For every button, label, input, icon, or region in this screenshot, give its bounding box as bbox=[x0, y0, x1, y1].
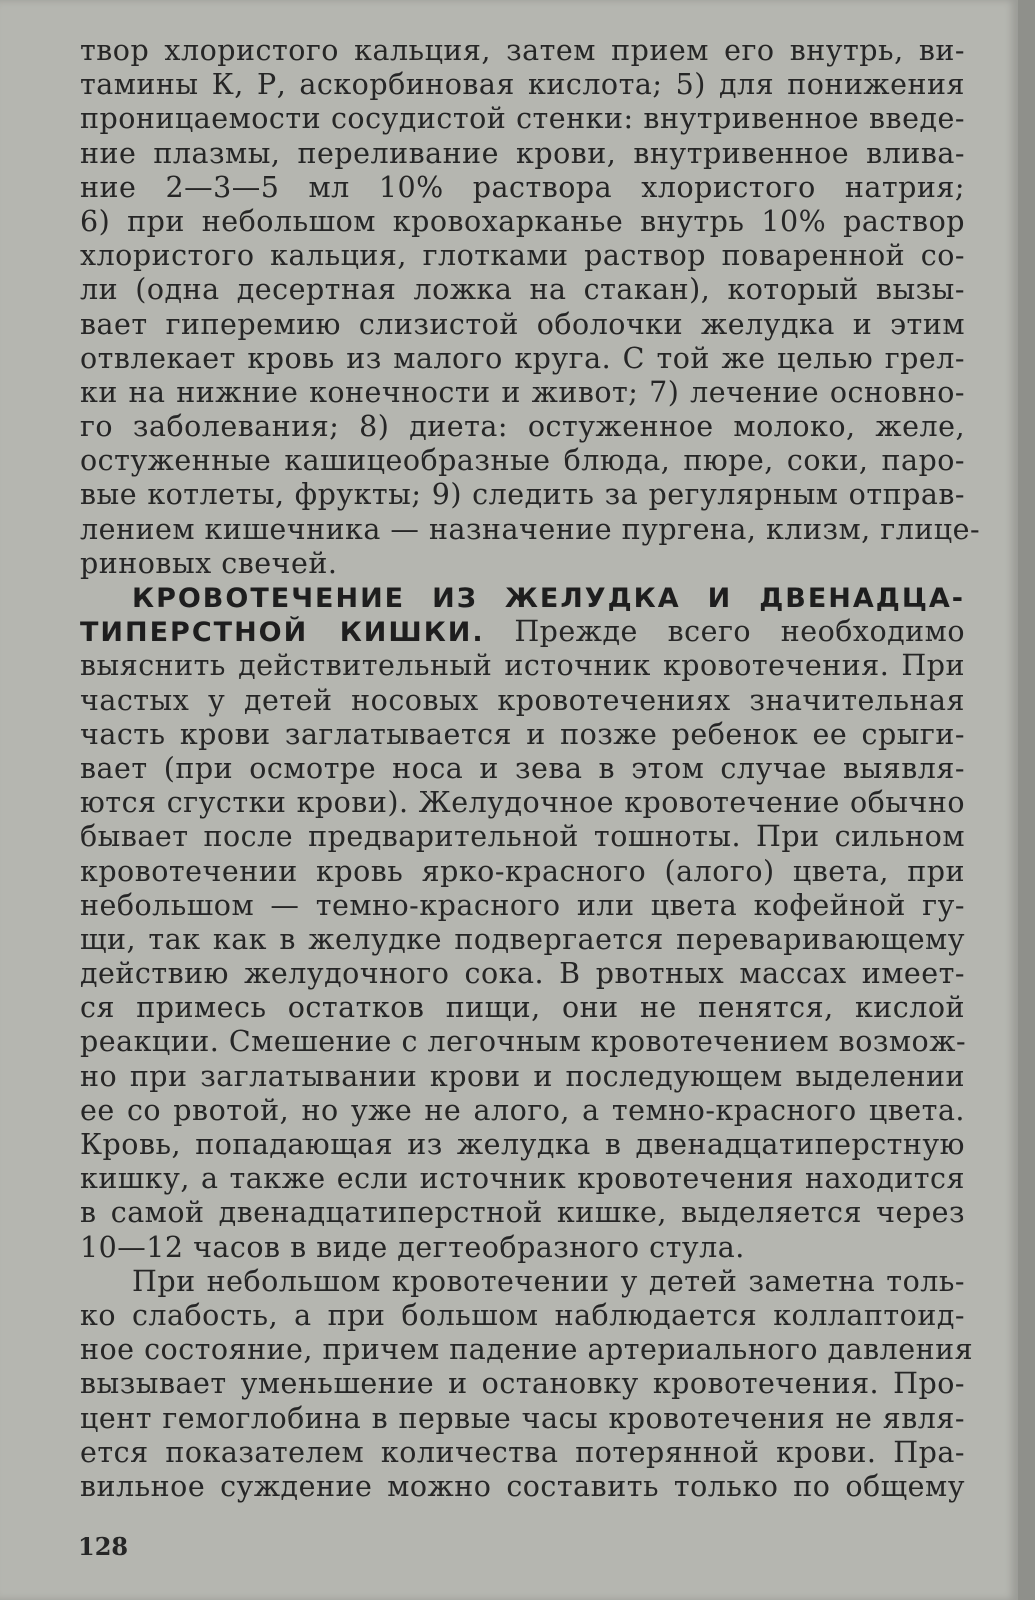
text-line: кровотечении кровь ярко-красного (алого) цвета, при bbox=[80, 854, 965, 888]
text-line: хлористого кальция, глотками раствор поваренной со- bbox=[80, 239, 965, 273]
text-line: лением кишечника — назначение пургена, клизм, глице- bbox=[80, 512, 981, 546]
paragraph-2 bbox=[80, 581, 965, 1265]
text-line: риновых свечей. bbox=[80, 546, 338, 580]
text-line: го заболевания; 8) диета: остуженное молоко, желе, bbox=[80, 410, 965, 444]
text-line: ние 2—3—5 мл 10% раствора хлористого натрия; bbox=[80, 170, 965, 204]
text-line: ки на нижние конечности и живот; 7) лечение основно- bbox=[80, 375, 965, 409]
text-line: щи, так как в желудке подвергается переваривающему bbox=[80, 922, 965, 956]
text-line: вает гиперемию слизистой оболочки желудка и этим bbox=[80, 307, 965, 341]
text-line: частых у детей носовых кровотечениях значительная bbox=[80, 683, 965, 717]
text-line: При небольшом кровотечении у детей заметна толь- bbox=[132, 1264, 965, 1298]
text-line: вые котлеты, фрукты; 9) следить за регулярным отправ- bbox=[80, 478, 965, 512]
text-line: ся примесь остатков пищи, они не пенятся, кислой bbox=[80, 991, 965, 1025]
text-line: действию желудочного сока. В рвотных массах имеет- bbox=[80, 957, 965, 991]
text-line: реакции. Смешение с легочным кровотечением возмож- bbox=[80, 1025, 967, 1059]
text-line: Кровь, попадающая из желудка в двенадцатиперстную bbox=[80, 1128, 965, 1161]
text-line: цент гемоглобина в первые часы кровотечения не явля- bbox=[80, 1401, 965, 1435]
text-line: 6) при небольшом кровохарканье внутрь 10% раствор bbox=[80, 204, 965, 238]
text-line: вильное суждение можно составить только по общему bbox=[80, 1469, 965, 1503]
page-number: 128 bbox=[78, 1532, 129, 1561]
text-line: бывает после предварительной тошноты. При сильном bbox=[80, 820, 965, 854]
section-heading-line bbox=[80, 581, 965, 615]
text-line: выяснить действительный источник кровотечения. При bbox=[80, 649, 965, 683]
text-line: в самой двенадцатиперстной кишке, выделяется через bbox=[80, 1196, 965, 1230]
text-line: ко слабость, а при большом наблюдается коллаптоид- bbox=[80, 1298, 965, 1332]
section-heading: КРОВОТЕЧЕНИЕ ИЗ ЖЕЛУДКА И ДВЕНАДЦА- bbox=[132, 583, 965, 614]
text-line: вает (при осмотре носа и зева в этом случае выявля- bbox=[80, 751, 965, 785]
text-line: ее со рвотой, но уже не алого, а темно-красного цвета. bbox=[80, 1093, 965, 1127]
page-body bbox=[80, 34, 981, 1504]
paragraph-1 bbox=[80, 34, 981, 581]
paragraph-3 bbox=[80, 1264, 974, 1504]
text-line: ное состояние, причем падение артериального давления bbox=[80, 1333, 974, 1367]
text-line: твор хлористого кальция, затем прием его внутрь, ви- bbox=[80, 34, 965, 67]
text-line: тамины К, Р, аскорбиновая кислота; 5) для понижения bbox=[80, 68, 965, 102]
text-line: ние плазмы, переливание крови, внутривенное влива- bbox=[80, 136, 965, 170]
text-line: ются сгустки крови). Желудочное кровотечение обычно bbox=[80, 786, 965, 820]
text-line bbox=[80, 615, 965, 649]
text-line: но при заглатывании крови и последующем выделении bbox=[80, 1059, 965, 1093]
text-line: небольшом — темно-красного или цвета кофейной гу- bbox=[80, 888, 965, 922]
text-line: ли (одна десертная ложка на стакан), который вызы- bbox=[80, 273, 965, 307]
text-line: кишку, а также если источник кровотечения находится bbox=[80, 1162, 965, 1196]
text-line: проницаемости сосудистой стенки: внутривенное введе- bbox=[80, 102, 965, 136]
heading-continuation-text: Прежде всего необходимо bbox=[484, 615, 965, 649]
text-line: часть крови заглатывается и позже ребенок ее срыги- bbox=[80, 717, 965, 751]
text-line: остуженные кашицеобразные блюда, пюре, соки, паро- bbox=[80, 444, 965, 478]
text-line: отвлекает кровь из малого круга. С той же целью грел- bbox=[80, 341, 965, 375]
text-line: 10—12 часов в виде дегтеобразного стула. bbox=[80, 1230, 745, 1264]
section-heading-continued: ТИПЕРСТНОЙ КИШКИ. bbox=[80, 617, 485, 649]
text-line: вызывает уменьшение и остановку кровотечения. Про- bbox=[80, 1367, 965, 1401]
text-line: ется показателем количества потерянной крови. Пра- bbox=[80, 1435, 965, 1469]
